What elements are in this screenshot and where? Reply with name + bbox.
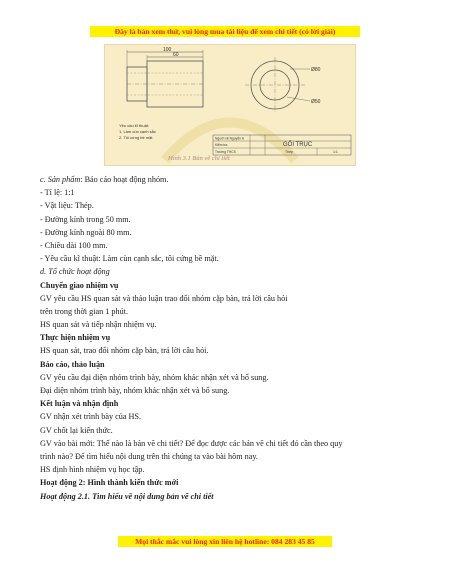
dim-label-100: 100: [163, 47, 172, 53]
text-line: Hoạt động 2.1. Tìm hiểu về nội dung bản vẽ chi tiết: [40, 491, 214, 501]
drawing-svg: [105, 45, 355, 165]
leader-50: [287, 97, 310, 101]
text-line: HS quan sát và tiếp nhận nhiệm vụ.: [40, 320, 157, 330]
tb-scale: 1:1: [333, 150, 338, 154]
dim-label-50: Ø50: [311, 99, 321, 105]
tb-drawer: Người vẽ Nguyễn A: [215, 136, 244, 141]
tb-check: Kiểm tra: [215, 143, 228, 147]
dim-label-80: Ø80: [311, 67, 321, 73]
text-line: Hoạt động 2: Hình thành kiến thức mới: [40, 478, 179, 488]
text-line: Báo cáo, thảo luận: [40, 359, 105, 369]
text-line: - Chiều dài 100 mm.: [40, 240, 108, 250]
text-line: trên trong thời gian 1 phút.: [40, 306, 129, 316]
dim-label-60: 60: [173, 52, 179, 58]
tb-material: Thép: [285, 150, 293, 154]
text-line: GV vào bài mới: Thế nào là bản vẽ chi tiết? Để đọc được các bản vẽ chi tiết đó cần theo quy: [40, 438, 343, 448]
note-1: 1. Làm cùn cạnh sắc: [119, 129, 156, 134]
text-line: Chuyển giao nhiệm vụ: [40, 280, 119, 290]
document-body: [40, 173, 420, 503]
tb-title: GỐI TRỤC: [283, 142, 313, 148]
notes-title: Yêu cầu kĩ thuật:: [119, 123, 150, 128]
text-line: - Đường kính trong 50 mm.: [40, 214, 131, 224]
hotline-banner: Mọi thắc mắc vui lòng xin liên hệ hotline: 084 283 45 85: [118, 536, 332, 547]
text-line: GV yêu cầu đại diện nhóm trình bày, nhóm khác nhận xét và bổ sung.: [40, 372, 269, 382]
note-2: 2. Tôi cứng bề mặt: [119, 135, 153, 140]
text-line: [40, 173, 420, 186]
text-line: - Yêu cầu kĩ thuật: Làm cùn cạnh sắc, tôi cứng bề mặt.: [40, 254, 219, 264]
text-line: d. Tổ chức hoạt động: [40, 267, 110, 277]
text-line: Đại diện nhóm trình bày, nhóm khác nhận xét và bổ sung.: [40, 386, 230, 395]
text-line: GV nhận xét trình bày của HS.: [40, 412, 142, 422]
tb-school: Trường THCS: [215, 150, 236, 154]
technical-drawing-figure: [104, 44, 356, 166]
text-line: GV yêu cầu HS quan sát và thảo luận trao đổi nhóm cặp bàn, trả lời câu hỏi: [40, 293, 288, 303]
preview-banner: Đây là bản xem thử, vui lòng mua tài liệu để xem chi tiết (có lời giải): [90, 26, 360, 37]
text-line: - Vật liệu: Thép.: [40, 201, 94, 211]
figure-caption: Hình 3.1 Bản vẽ chi tiết: [168, 155, 230, 162]
text-line: GV chốt lại kiến thức.: [40, 425, 113, 435]
section-label: c. Sản phẩm: [40, 175, 81, 184]
section-text: : Báo cáo hoạt động nhóm.: [80, 175, 169, 184]
text-line: Thực hiện nhiệm vụ: [40, 333, 111, 343]
text-line: HS quan sát, trao đổi nhóm cặp bàn, trả lời câu hỏi.: [40, 346, 209, 356]
text-line: Kết luận và nhận định: [40, 399, 119, 409]
text-line: - Đường kính ngoài 80 mm.: [40, 227, 132, 237]
text-line: trình nào? Để tìm hiểu nội dung trên thì chúng ta vào bài hôm nay.: [40, 451, 258, 461]
text-line: - Tỉ lệ: 1:1: [40, 188, 75, 198]
text-line: HS định hình nhiệm vụ học tập.: [40, 465, 145, 475]
